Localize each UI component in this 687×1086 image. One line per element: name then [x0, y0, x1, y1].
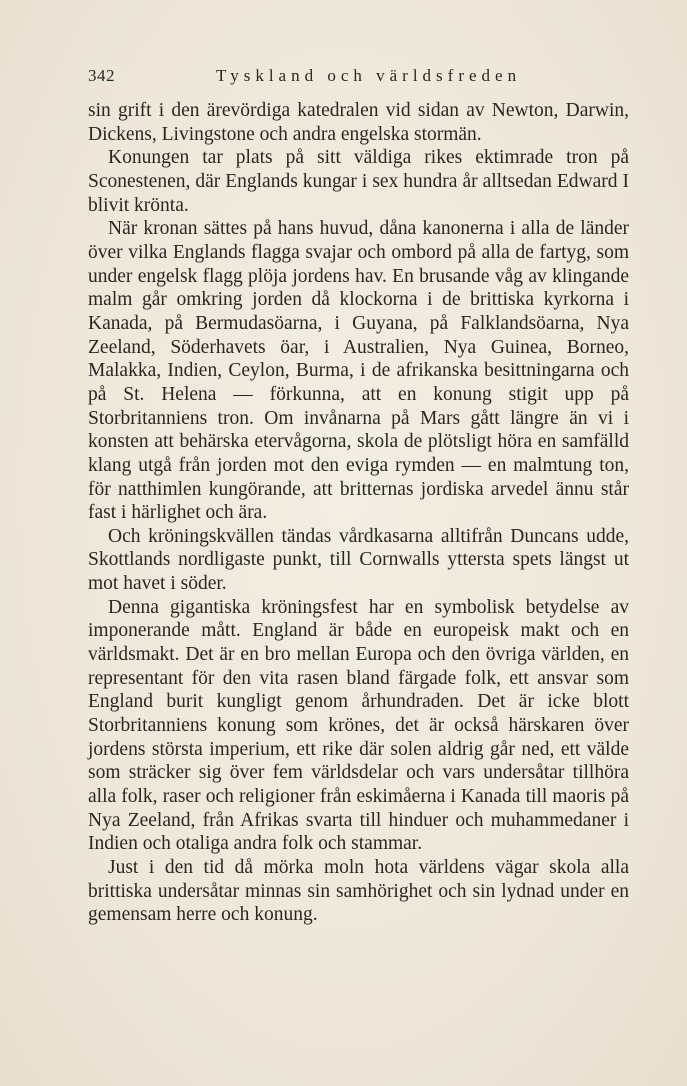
- page-header: [88, 66, 628, 88]
- paragraph: Denna gigantiska kröningsfest har en symbolisk betydelse av imponerande mått. England är både en europeisk makt och en världsmakt. Det är en bro mellan Europa och den övriga världen, en representant för den vita rasen bland färgade folk, ett ansvar som England burit kungligt genom århundraden. Det är icke blott Storbritanniens konung som krönes, det är också härskaren över jordens största imperium, ett rike där solen aldrig går ned, ett välde som sträcker sig över fem världsdelar och vars undersåtar tillhöra alla folk, raser och religioner från eskimåerna i Kanada till maoris på Nya Zeeland, från Afrikas svarta till hinduer och muhammedaner i Indien och otaliga andra folk och stammar.: [88, 596, 629, 855]
- running-title: Tyskland och världsfreden: [216, 66, 522, 85]
- paragraph-continuation: sin grift i den ärevördiga katedralen vid sidan av Newton, Darwin, Dickens, Livingstone och andra engelska stormän.: [88, 100, 629, 145]
- body-text: [88, 99, 629, 927]
- paragraph: Och kröningskvällen tändas vårdkasarna alltifrån Duncans udde, Skottlands nordligaste punkt, till Cornwalls yttersta spets längst ut mot havet i söder.: [88, 525, 629, 595]
- paragraph: Konungen tar plats på sitt väldiga rikes ektimrade tron på Sconestenen, där Englands kungar i sex hundra år alltsedan Edward I blivit krönta.: [88, 147, 629, 216]
- paragraph: Just i den tid då mörka moln hota världens vägar skola alla brittiska undersåtar minnas sin samhörighet och sin lydnad under en gemensam herre och konung.: [88, 857, 629, 926]
- page-number: 342: [88, 66, 115, 85]
- paragraph: När kronan sättes på hans huvud, dåna kanonerna i alla de länder över vilka Englands flagga svajar och ombord på alla de fartyg, som under engelsk flagg plöja jordens hav. En brusande våg av klingande malm går omkring jorden då klockorna i de brittiska kyrkorna i Kanada, på Bermudasöarna, i Guyana, på Falklandsöarna, Nya Zeeland, Söderhavets öar, i Australien, Nya Guinea, Borneo, Malakka, Indien, Ceylon, Burma, i de afrikanska besittningarna och på St. Helena — förkunna, att en konung stigit upp på Storbritanniens tron. Om invånarna på Mars gått längre än vi i konsten att behärska etervågorna, skola de plötsligt höra en samfälld klang utgå från jorden mot den eviga rymden — en malmtung ton, för natthimlen kungörande, att britternas jordiska arvedel ännu står fast i härlighet och ära.: [88, 218, 629, 524]
